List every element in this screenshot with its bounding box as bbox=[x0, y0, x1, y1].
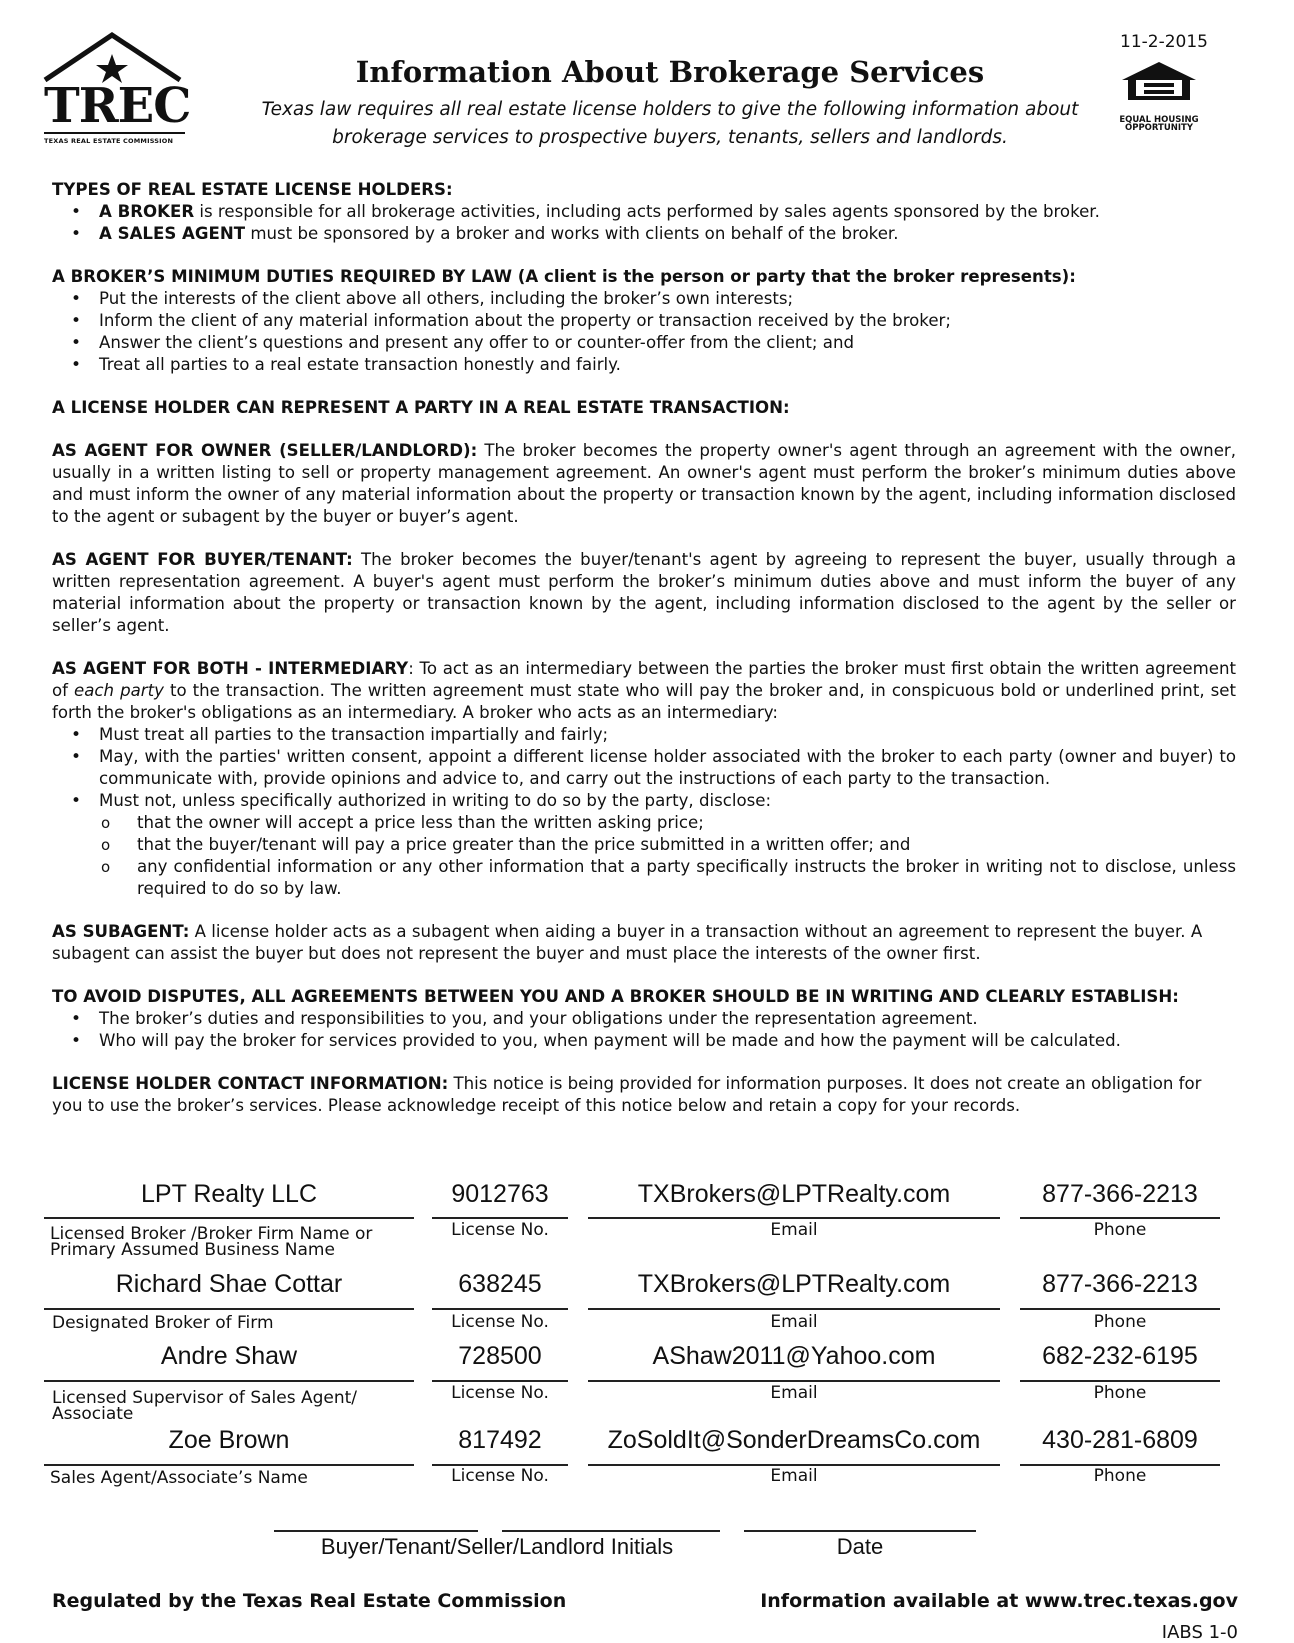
equal-housing-logo bbox=[1118, 60, 1200, 132]
supervisor-email-field[interactable]: AShaw2011@Yahoo.com bbox=[652, 1342, 936, 1370]
list-item: • May, with the parties' written consent, appoint a different license holder associated with the broker to each party (owner and buyer) to communicate with, provide opinions and advice to, and carry out the instructions of each party to the transaction. bbox=[99, 746, 1236, 790]
supervisor-license-field[interactable]: 728500 bbox=[458, 1342, 542, 1370]
contact-paragraph bbox=[52, 1073, 1236, 1117]
eho-text-1: EQUAL HOUSING bbox=[1119, 115, 1199, 125]
email-label: Email bbox=[770, 1312, 818, 1332]
broker-definition: is responsible for all brokerage activities, including acts performed by sales agents sponsored by the broker. bbox=[194, 202, 1100, 221]
buyer-term: AS AGENT FOR BUYER/TENANT: bbox=[52, 550, 353, 569]
initials-line-1[interactable] bbox=[274, 1530, 478, 1532]
sales-agent-email-field[interactable]: ZoSoldIt@SonderDreamsCo.com bbox=[607, 1426, 981, 1454]
list-item bbox=[99, 223, 1236, 245]
duties-heading: A BROKER’S MINIMUM DUTIES REQUIRED BY LAW (A client is the person or party that the broker represents): bbox=[52, 267, 1076, 286]
intermediary-italic: each party bbox=[74, 681, 164, 700]
designated-broker-phone-field[interactable]: 877-366-2213 bbox=[1042, 1270, 1198, 1298]
designated-broker-email-field[interactable]: TXBrokers@LPTRealty.com bbox=[637, 1270, 951, 1298]
phone-label: Phone bbox=[1093, 1466, 1147, 1486]
list-item: • Who will pay the broker for services provided to you, when payment will be made and how the payment will be calculated. bbox=[99, 1030, 1236, 1052]
buyer-text: The broker becomes the buyer/tenant's agent by agreeing to represent the buyer, usually through a written representation agreement. A buyer's agent must perform the broker’s minimum duties above and must inform the buyer of any material information about the property or transaction known by the agent, including information disclosed to the agent by the seller or seller’s agent. bbox=[52, 550, 1236, 635]
sales-agent-license-field[interactable]: 817492 bbox=[458, 1426, 542, 1454]
logo-text: TREC bbox=[44, 78, 191, 134]
date-label: Date bbox=[836, 1534, 884, 1559]
represent-heading: A LICENSE HOLDER CAN REPRESENT A PARTY IN A REAL ESTATE TRANSACTION: bbox=[52, 398, 790, 417]
list-item: • Answer the client’s questions and present any offer to or counter-offer from the client; and bbox=[99, 332, 1236, 354]
sublist-item: o that the owner will accept a price less than the written asking price; bbox=[137, 812, 1236, 834]
duties-list bbox=[52, 288, 1236, 376]
owner-term: AS AGENT FOR OWNER (SELLER/LANDLORD): bbox=[52, 441, 478, 460]
subagent-text: A license holder acts as a subagent when aiding a buyer in a transaction without an agreement to represent the buyer. A subagent can assist the buyer but does not represent the buyer and must place the interests of the owner first. bbox=[52, 922, 1203, 963]
supervisor-phone-field[interactable]: 682-232-6195 bbox=[1042, 1342, 1198, 1370]
list-item: • Treat all parties to a real estate transaction honestly and fairly. bbox=[99, 354, 1236, 376]
intermediary-list bbox=[52, 724, 1236, 900]
phone-label: Phone bbox=[1093, 1312, 1147, 1332]
subtitle-line-2: brokerage services to prospective buyers, tenants, sellers and landlords. bbox=[332, 127, 1008, 148]
agent-definition: must be sponsored by a broker and works with clients on behalf of the broker. bbox=[245, 224, 899, 243]
designated-broker-name-field[interactable]: Richard Shae Cottar bbox=[115, 1270, 343, 1298]
email-label: Email bbox=[770, 1220, 818, 1240]
email-label: Email bbox=[770, 1383, 818, 1403]
broker-term: A BROKER bbox=[99, 202, 195, 221]
broker-email-field[interactable]: TXBrokers@LPTRealty.com bbox=[637, 1180, 951, 1208]
intermediary-text-1: : To act as an intermediary between the parties the broker must first obtain the written agreement of bbox=[52, 659, 1236, 700]
agent-term: A SALES AGENT bbox=[99, 224, 246, 243]
list-item: • Must treat all parties to the transaction impartially and fairly; bbox=[99, 724, 1236, 746]
sales-agent-name-field[interactable]: Zoe Brown bbox=[168, 1426, 290, 1454]
buyer-paragraph bbox=[52, 549, 1236, 637]
disclose-sublist bbox=[99, 812, 1236, 900]
contact-term: LICENSE HOLDER CONTACT INFORMATION: bbox=[52, 1074, 449, 1093]
form-date: 11-2-2015 bbox=[1120, 32, 1208, 52]
footer-regulated: Regulated by the Texas Real Estate Commission bbox=[52, 1590, 567, 1612]
contact-text: This notice is being provided for information purposes. It does not create an obligation for you to use the broker’s services. Please acknowledge receipt of this notice below and retain a copy for your records. bbox=[52, 1074, 1202, 1115]
owner-paragraph bbox=[52, 440, 1236, 528]
eho-text-2: OPPORTUNITY bbox=[1124, 123, 1193, 133]
license-label: License No. bbox=[451, 1220, 549, 1240]
list-item: • Inform the client of any material information about the property or transaction received by the broker; bbox=[99, 310, 1236, 332]
disputes-list bbox=[52, 1008, 1236, 1052]
license-label: License No. bbox=[451, 1312, 549, 1332]
equal-housing-icon bbox=[1118, 60, 1200, 110]
sublist-item: o that the buyer/tenant will pay a price greater than the price submitted in a written offer; and bbox=[137, 834, 1236, 856]
document-body bbox=[52, 179, 1236, 1117]
types-heading: TYPES OF REAL ESTATE LICENSE HOLDERS: bbox=[52, 180, 453, 199]
designated-broker-label: Designated Broker of Firm bbox=[52, 1313, 274, 1333]
list-item: • Put the interests of the client above all others, including the broker’s own interests; bbox=[99, 288, 1236, 310]
broker-license-field[interactable]: 9012763 bbox=[451, 1180, 549, 1208]
sales-agent-phone-field[interactable]: 430-281-6809 bbox=[1042, 1426, 1198, 1454]
date-line[interactable] bbox=[744, 1530, 976, 1532]
initials-line-2[interactable] bbox=[502, 1530, 720, 1532]
page-title: Information About Brokerage Services bbox=[355, 55, 985, 89]
list-item: • The broker’s duties and responsibilities to you, and your obligations under the representation agreement. bbox=[99, 1008, 1236, 1030]
owner-text: The broker becomes the property owner's agent through an agreement with the owner, usually in a written listing to sell or property management agreement. An owner's agent must perform the broker’s minimum duties above and must inform the owner of any material information about the property or transaction known by the agent, including information disclosed to the agent or subagent by the buyer or buyer’s agent. bbox=[52, 441, 1236, 526]
intermediary-term: AS AGENT FOR BOTH - INTERMEDIARY bbox=[52, 659, 409, 678]
license-label: License No. bbox=[451, 1466, 549, 1486]
subagent-term: AS SUBAGENT: bbox=[52, 922, 190, 941]
types-list bbox=[52, 201, 1236, 245]
phone-label: Phone bbox=[1093, 1383, 1147, 1403]
supervisor-name-field[interactable]: Andre Shaw bbox=[160, 1342, 298, 1370]
page-subtitle bbox=[240, 96, 1100, 152]
list-item bbox=[99, 790, 1236, 900]
designated-broker-license-field[interactable]: 638245 bbox=[458, 1270, 542, 1298]
list-item-text: Must not, unless specifically authorized in writing to do so by the party, disclose: bbox=[99, 791, 772, 810]
subtitle-line-1: Texas law requires all real estate license holders to give the following information about bbox=[261, 99, 1079, 120]
footer-info-link[interactable]: Information available at www.trec.texas.gov bbox=[760, 1590, 1238, 1612]
broker-phone-field[interactable]: 877-366-2213 bbox=[1042, 1180, 1198, 1208]
sales-agent-label: Sales Agent/Associate’s Name bbox=[50, 1468, 308, 1488]
form-code: IABS 1-0 bbox=[1161, 1622, 1238, 1643]
intermediary-text-2: to the transaction. The written agreement must state who will pay the broker and, in conspicuous bold or underlined print, set forth the broker's obligations as an intermediary. A broker who acts as an intermediary: bbox=[52, 681, 1236, 722]
sublist-item: o any confidential information or any other information that a party specifically instructs the broker in writing not to disclose, unless required to do so by law. bbox=[137, 856, 1236, 900]
broker-name-label: Licensed Broker /Broker Firm Name or Primary Assumed Business Name bbox=[50, 1224, 373, 1260]
license-label: License No. bbox=[451, 1383, 549, 1403]
phone-label: Phone bbox=[1093, 1220, 1147, 1240]
list-item bbox=[99, 201, 1236, 223]
subagent-paragraph bbox=[52, 921, 1236, 965]
intermediary-paragraph bbox=[52, 658, 1236, 724]
logo-subtext: TEXAS REAL ESTATE COMMISSION bbox=[44, 137, 174, 145]
broker-name-field[interactable]: LPT Realty LLC bbox=[140, 1180, 317, 1208]
disputes-heading: TO AVOID DISPUTES, ALL AGREEMENTS BETWEEN YOU AND A BROKER SHOULD BE IN WRITING AND CLEARLY ESTABLISH: bbox=[52, 987, 1179, 1006]
initials-label: Buyer/Tenant/Seller/Landlord Initials bbox=[320, 1534, 674, 1559]
email-label: Email bbox=[770, 1466, 818, 1486]
supervisor-label: Licensed Supervisor of Sales Agent/ Associate bbox=[52, 1388, 358, 1424]
